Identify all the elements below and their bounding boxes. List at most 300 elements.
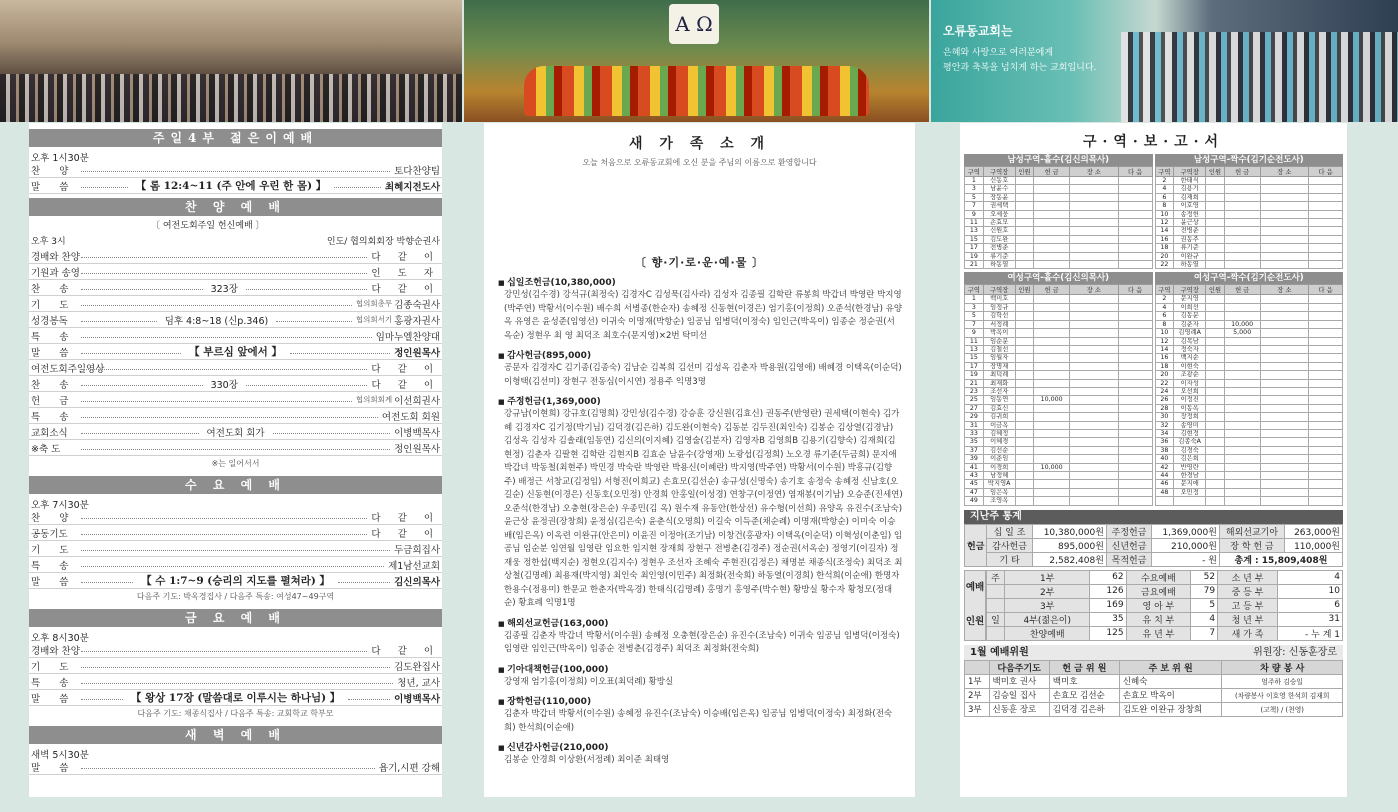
zone-cell [1260, 227, 1309, 235]
zone-cell [1118, 329, 1152, 337]
attendance-cell: 52 [1191, 570, 1218, 584]
zone-cell [1034, 472, 1070, 480]
leader-dots [81, 518, 367, 519]
zone-cell [1224, 219, 1260, 227]
attendance-cell [987, 598, 1005, 612]
order-label: 찬 송 [31, 283, 77, 295]
zone-cell: 16 [1155, 354, 1174, 362]
leader-dots [81, 385, 203, 386]
committee-cell: (고책) / (천영) [1222, 702, 1343, 716]
zone-cell [1260, 413, 1309, 421]
leader-dots [81, 273, 367, 274]
zone-header-cell: 장 소 [1070, 167, 1119, 177]
offering-names: 강규남(이현희) 강규호(김명희) 강민성(김수경) 강승훈 강신원(김효신) 권동주(반영란) 권세택(이현숙) 김가혜 김경자C 김기정(박기님) 김덕경(김은하) 김도완(이현숙) 김동분 김두진(최인숙) 김봉순 김상열(김경남) 김성옥 김성자 김솔래(임동연) 김신의(이지혜) 김영술(김분자) 김영자B 김영희B 김용기(김향숙) 김재희(김현정) 김춘자 김팔현 김학란 김현지B 김효순 남윤수(강영재) 노광섭(김정희) 노오경 류기준(두금희) 문지애 박갑녀 박동철(최현주) 박민경 박숙란 박영란 박용신(이혜란) 박지영(박주연) 박황서(이수원) 박흥규(김향주) 배정근 서창교(김정임) 서형진(이희교) 손효모(김선순) 송규성(신명숙) 송기호 송정숙 송혜정 신남호(오길순) 신동현(이경은) 신동호(오민정) 안경희 안홍일(이성경) 연창구(이정연) 염재봉(이기남) 오승준(진세연) 오준석(한경남) 오충현(장은순) 우종민(김 옥) 원수재 유동안(한상선) 유수형(이선희) 유양옥 유진수(조남숙) 윤근상 윤정권(장창희) 윤정심(김은숙) 윤춘식(오명희) 이길숙 이득준(채순례) 이명재(박항순) 이미숙 이승배(임은옥) 이옥련 이완규(안은미) 이윤진 이정아(조기남) 이창건(홍광자) 이택옥(이순덕) 이혁성(이춘임) 임공님 임순분 임연월 임영란 임요한 임지현 장재희 장현구 전병춘(김경주) 정순권(서옥순) 정영기(이길자) 정재웅 정한섭(백지순) 정현오(김지수) 정현우 조선자 조혜숙 주현진(김정은) 채명분 채종식(조정숙) 최덕조 최상철(김명례) 최용재(박지영) 최인숙 최인영(이민주) 최정화(전숙희) 하동열(이경희) 한석희(이순애) 한명자 한용수(정용미) 한문교 한춘자(박옥경) 한태식(김명례) 홍명기 홍영주(박수현) 황방실 황수자 황청모(정대순) 황효례 익명1명 [504, 409, 903, 608]
leader-dots [81, 699, 123, 700]
zone-cell [1224, 455, 1260, 463]
zone-cell: 문지영 [1174, 295, 1206, 303]
zone-cell [1224, 244, 1260, 252]
order-person: 인 도 자 [371, 267, 440, 279]
district-report-panel [960, 123, 1347, 797]
zone-cell [1206, 429, 1225, 437]
leader-dots [276, 321, 352, 322]
zone-cell [1118, 295, 1152, 303]
order-person: 여전도회 회원 [381, 411, 440, 423]
offering-stats-row [965, 538, 1343, 552]
zone-cell [1309, 345, 1343, 353]
zone-cell [1309, 463, 1343, 471]
zone-cell [1224, 202, 1260, 210]
order-detail: 330장 [210, 379, 238, 391]
zone-cell [1224, 379, 1260, 387]
zone-row [1155, 303, 1343, 311]
zone-cell: 48 [1155, 488, 1174, 496]
zone-row [965, 185, 1153, 193]
zone-cell: 김선순 [983, 446, 1015, 454]
zone-cell [1034, 320, 1070, 328]
order-person: 정인원목사 [394, 347, 440, 359]
harvest-fruit-display [524, 66, 869, 116]
committee-header-cell: 주 보 위 원 [1119, 660, 1222, 674]
zone-cell: 47 [965, 488, 984, 496]
zone-cell [1309, 210, 1343, 218]
zone-row [965, 488, 1153, 496]
zone-cell [1118, 312, 1152, 320]
zone-cell: 16 [1155, 235, 1174, 243]
zone-cell [1206, 193, 1225, 201]
zone-header-cell: 다 음 [1309, 167, 1343, 177]
committee-cell: 김덕경 김은하 [1049, 702, 1119, 716]
zone-cell [1118, 463, 1152, 471]
zone-title: 남성구역-짝수(김기순전도사) [1155, 154, 1344, 166]
attendance-row [987, 612, 1343, 626]
zone-row [965, 345, 1153, 353]
order-label: 특 송 [31, 560, 77, 572]
alpha-omega-window: A Ω [669, 4, 719, 44]
zone-cell: 24 [1155, 387, 1174, 395]
stat-value: 10,380,000원 [1032, 524, 1106, 538]
zone-cell [1070, 210, 1119, 218]
district-zone [1155, 272, 1344, 505]
order-label: 말 씀 [31, 576, 77, 588]
zone-row [965, 193, 1153, 201]
stat-key: 장 학 헌 금 [1219, 538, 1284, 552]
attendance-cell: 새 가 족 [1218, 626, 1278, 640]
zone-cell [1034, 362, 1070, 370]
zone-row [965, 413, 1153, 421]
zone-cell [1260, 345, 1309, 353]
zone-cell [1034, 354, 1070, 362]
group-crowd [1121, 32, 1398, 122]
zone-row [1155, 219, 1343, 227]
order-person: 홍광자권사 [394, 315, 441, 327]
zone-cell: 37 [965, 446, 984, 454]
zone-cell: 15 [965, 235, 984, 243]
order-row [29, 264, 442, 280]
zone-cell [1309, 235, 1343, 243]
zone-cell [1309, 261, 1343, 269]
zone-row [1155, 396, 1343, 404]
committee-cell: 김승일 집사 [989, 688, 1049, 702]
order-person: 이선희권사 [394, 395, 440, 407]
order-person: 다 같 이 [371, 379, 441, 391]
zone-cell [1309, 488, 1343, 496]
zone-cell [1118, 320, 1152, 328]
zone-cell [1224, 438, 1260, 446]
zone-cell [1070, 193, 1119, 201]
zone-row [1155, 329, 1343, 337]
zone-cell: 이현숙 [1174, 362, 1206, 370]
zone-row [965, 387, 1153, 395]
order-row [29, 759, 442, 775]
zone-cell: 8 [1155, 320, 1174, 328]
zone-cell: 백미호 [983, 295, 1015, 303]
committee-cell: 백미호 [1049, 674, 1119, 688]
zone-cell: 전병춘 [1174, 227, 1206, 235]
zone-cell [1260, 379, 1309, 387]
zone-cell [1206, 329, 1225, 337]
order-row [29, 690, 442, 706]
zone-cell [1260, 472, 1309, 480]
zone-cell [1224, 404, 1260, 412]
zone-cell [1309, 219, 1343, 227]
zone-header-cell: 구역 [1155, 285, 1174, 295]
zone-row [1155, 337, 1343, 345]
leader-dots [81, 417, 378, 418]
zone-cell: 김효신 [983, 404, 1015, 412]
zone-cell: 12 [1155, 337, 1174, 345]
zone-cell: 이희선 [1174, 303, 1206, 311]
zone-cell [1206, 227, 1225, 235]
attendance-cell: 79 [1191, 584, 1218, 598]
zone-cell: 10,000 [1034, 463, 1070, 471]
zone-cell: 7 [965, 320, 984, 328]
order-person: 다 같 이 [371, 283, 441, 295]
zone-row [965, 320, 1153, 328]
attendance-cell: 일 [987, 612, 1005, 626]
zone-cell: 8 [1155, 202, 1174, 210]
zone-cell [1206, 387, 1225, 395]
zone-cell [1070, 446, 1119, 454]
service-subline [29, 216, 442, 232]
zone-cell [1015, 497, 1034, 505]
zone-cell [1260, 429, 1309, 437]
zone-cell: 26 [1155, 396, 1174, 404]
zone-cell: 서정례 [983, 320, 1015, 328]
new-family-title: 새 가 족 소 개 [628, 136, 771, 152]
stat-value: 263,000원 [1285, 524, 1343, 538]
order-person: 욥기,시편 강해 [378, 762, 440, 774]
zone-header-cell: 구역 [965, 167, 984, 177]
zone-cell [1224, 371, 1260, 379]
zone-title: 여성구역-홀수(김신의목사) [964, 272, 1153, 284]
zone-cell [1224, 303, 1260, 311]
attendance-cell: 62 [1090, 570, 1126, 584]
zone-row [1155, 261, 1343, 269]
zone-cell [1070, 387, 1119, 395]
order-detail: 【 왕상 17장 (말씀대로 이루시는 하나님) 】 [130, 692, 341, 704]
offering-category: ■ 주정헌금(1,369,000) [498, 394, 915, 407]
zone-cell [1015, 210, 1034, 218]
service-time-line [29, 232, 442, 248]
zone-header-cell: 구역 [965, 285, 984, 295]
zone-cell: 46 [1155, 480, 1174, 488]
zone-row [1155, 438, 1343, 446]
zone-cell [1070, 252, 1119, 260]
zone-cell: 백지순 [1174, 354, 1206, 362]
choir-crowd [0, 74, 462, 122]
zone-row [1155, 312, 1343, 320]
zone-cell: 2 [1155, 295, 1174, 303]
zone-cell [1224, 185, 1260, 193]
zone-cell [1034, 177, 1070, 185]
zone-cell [1260, 210, 1309, 218]
order-row [29, 344, 442, 360]
zone-cell [1224, 337, 1260, 345]
order-person: 김신의목사 [394, 576, 440, 588]
attendance-cell: 2부 [1005, 584, 1090, 598]
zone-cell: 3 [965, 185, 984, 193]
zone-cell: 임월자 [983, 354, 1015, 362]
zone-cell [1118, 413, 1152, 421]
zone-cell [1206, 337, 1225, 345]
zone-cell: 문지애 [1174, 480, 1206, 488]
zone-row [1155, 429, 1343, 437]
order-label: 말 씀 [31, 347, 77, 359]
zone-cell [1309, 329, 1343, 337]
zone-row [965, 219, 1153, 227]
zone-cell [1015, 261, 1034, 269]
order-row [29, 162, 442, 178]
leader-dots [81, 257, 367, 258]
zone-row [1155, 362, 1343, 370]
zone-cell: 박옥이 [983, 329, 1015, 337]
zone-cell [1118, 404, 1152, 412]
zone-cell [1070, 413, 1119, 421]
zone-cell [1015, 312, 1034, 320]
order-row [29, 178, 442, 194]
offering-stats-row [965, 552, 1343, 566]
zone-cell [1309, 421, 1343, 429]
attendance-cell: 유 치 부 [1126, 612, 1191, 626]
zone-cell [1206, 472, 1225, 480]
new-family-panel [484, 123, 915, 797]
zone-cell [1015, 488, 1034, 496]
zone-cell [1309, 295, 1343, 303]
zone-cell [1034, 421, 1070, 429]
zone-cell [1034, 227, 1070, 235]
zone-header-cell: 헌 금 [1224, 167, 1260, 177]
zone-cell [1206, 404, 1225, 412]
leader-dots [348, 699, 390, 700]
zone-row [965, 354, 1153, 362]
zone-cell [1015, 371, 1034, 379]
order-label: 찬 양 [31, 165, 77, 177]
attendance-side-label-1: 예배 [965, 582, 985, 594]
order-role: 협의회서기 [355, 315, 393, 324]
zone-row [1155, 488, 1343, 496]
zone-header-cell: 구역장 [983, 285, 1015, 295]
attendance-table [986, 570, 1343, 641]
zone-cell [1118, 421, 1152, 429]
order-person: 다 같 이 [371, 251, 440, 263]
zone-cell: 이자성 [1174, 379, 1206, 387]
zone-row [965, 497, 1153, 505]
zone-row [1155, 463, 1343, 471]
leader-dots [246, 385, 368, 386]
zone-cell [1260, 177, 1309, 185]
offering-category: ■ 감사헌금(895,000) [498, 348, 915, 361]
committee-cell: 손효모 박옥이 [1119, 688, 1222, 702]
zone-cell [1260, 362, 1309, 370]
leader-dots [81, 321, 157, 322]
zone-cell [1070, 354, 1119, 362]
order-label: ※축 도 [31, 443, 61, 455]
order-label: 특 송 [31, 677, 77, 689]
order-role: 협의회총무 [355, 299, 393, 308]
zone-row [965, 396, 1153, 404]
zone-row [1155, 354, 1343, 362]
attendance-cell: - 누 계 1 [1277, 626, 1342, 640]
order-label: 찬 양 [31, 512, 77, 524]
attendance-row [987, 584, 1343, 598]
order-person: 이병백목사 [394, 693, 440, 705]
order-row [29, 328, 442, 344]
zone-cell: 5,000 [1224, 329, 1260, 337]
zone-cell [1015, 463, 1034, 471]
attendance-side-label-2: 인원 [965, 616, 985, 628]
zone-cell [1070, 480, 1119, 488]
zone-cell [1034, 185, 1070, 193]
attendance-cell: 유 년 부 [1126, 626, 1191, 640]
zone-cell: 11 [965, 219, 984, 227]
order-row [29, 280, 442, 296]
offering-category: ■ 십일조헌금(10,380,000) [498, 275, 915, 288]
order-person: 김도완집사 [394, 661, 440, 673]
zone-cell [1015, 387, 1034, 395]
committee-cell: 김도완 이완규 장창희 [1119, 702, 1222, 716]
next-week-note: 다음주 기도: 박옥경집사 / 다음주 특송: 여성47~49구역 [136, 592, 335, 601]
offering-names: 김봉순 안경희 이상환(서정례) 최이준 최태영 [504, 755, 670, 765]
january-committee-chair: 위원장: 신동훈장로 [1253, 646, 1337, 658]
zone-row [1155, 235, 1343, 243]
zone-cell [1118, 235, 1152, 243]
zone-cell [1309, 472, 1343, 480]
zone-cell: 이동옥 [1174, 404, 1206, 412]
zone-cell [1034, 329, 1070, 337]
zone-cell [1034, 345, 1070, 353]
zone-cell [1174, 497, 1206, 505]
order-label: 공동기도 [31, 528, 68, 540]
zone-cell: 김복남 [1174, 337, 1206, 345]
zone-cell: 23 [965, 387, 984, 395]
attendance-side-label [964, 570, 986, 641]
service-time: 오후 1시30분 [31, 153, 89, 164]
zone-cell [1260, 387, 1309, 395]
zone-cell [1309, 312, 1343, 320]
zone-cell [1070, 455, 1119, 463]
zone-cell [1260, 295, 1309, 303]
zone-cell [1224, 463, 1260, 471]
stat-key: 주정헌금 [1106, 524, 1151, 538]
new-family-subtitle: 오늘 처음으로 오류동교회에 오신 분을 주님의 이름으로 환영합니다 [582, 158, 817, 167]
zone-cell [1224, 472, 1260, 480]
zone-cell: 6 [1155, 193, 1174, 201]
order-row [29, 541, 442, 557]
zone-cell [1309, 362, 1343, 370]
zone-cell [1070, 329, 1119, 337]
attendance-cell: 수요예배 [1126, 570, 1191, 584]
leader-dots [81, 187, 128, 188]
next-week-note: 다음주 기도: 채종식집사 / 다음주 특송: 교회학교 학부모 [137, 709, 334, 718]
order-detail: 【 부르심 앞에서 】 [189, 346, 282, 358]
order-person: 다 같 이 [371, 512, 440, 524]
order-label: 말 씀 [31, 693, 77, 705]
service-time: 새벽 5시30분 [31, 750, 89, 761]
zone-cell: 김귀희 [983, 413, 1015, 421]
section-title-friday-service: 금 요 예 배 [29, 609, 442, 627]
zone-header-cell: 다 음 [1118, 285, 1152, 295]
zone-cell [1224, 354, 1260, 362]
zone-row [965, 337, 1153, 345]
zone-cell: 윤근상 [1174, 219, 1206, 227]
zone-cell: 반영란 [1174, 463, 1206, 471]
zone-header-cell: 인원 [1206, 285, 1225, 295]
zone-cell [1034, 312, 1070, 320]
zone-cell [1118, 396, 1152, 404]
zone-cell: 15 [965, 354, 984, 362]
zone-row [1155, 177, 1343, 185]
leader-dots [81, 449, 390, 450]
zone-cell [1034, 244, 1070, 252]
zone-cell [1309, 404, 1343, 412]
zone-cell: 장동윤 [983, 193, 1015, 201]
zone-row [1155, 371, 1343, 379]
offering-stats-row [965, 524, 1343, 538]
zone-cell: 10,000 [1224, 320, 1260, 328]
zone-cell [1260, 252, 1309, 260]
zone-cell [1070, 488, 1119, 496]
zone-cell [1309, 438, 1343, 446]
stat-value: 110,000원 [1285, 538, 1343, 552]
zone-cell: 전병춘 [983, 244, 1015, 252]
zone-cell [1015, 413, 1034, 421]
zone-title: 남성구역-홀수(김신의목사) [964, 154, 1153, 166]
zone-row [1155, 404, 1343, 412]
zone-cell [1034, 429, 1070, 437]
order-row [29, 360, 442, 376]
order-person: 최혜지전도사 [384, 181, 440, 193]
service-time: 오후 8시30분 [31, 633, 89, 644]
leader-dots [338, 582, 390, 583]
zone-cell [1034, 455, 1070, 463]
zone-cell: 이혜경 [983, 438, 1015, 446]
order-row [29, 509, 442, 525]
order-label: 특 송 [31, 331, 77, 343]
section-title-wednesday-service: 수 요 예 배 [29, 476, 442, 494]
zone-cell: 32 [1155, 421, 1174, 429]
zone-cell [1224, 210, 1260, 218]
zone-row [965, 438, 1153, 446]
zone-cell: 박지영A [983, 480, 1015, 488]
zone-cell: 20 [1155, 252, 1174, 260]
leader-dots [81, 534, 367, 535]
zone-cell [1309, 371, 1343, 379]
zone-cell: 14 [1155, 227, 1174, 235]
zone-cell [1015, 219, 1034, 227]
zone-cell [1034, 480, 1070, 488]
zone-cell [1309, 303, 1343, 311]
zone-cell [1206, 438, 1225, 446]
